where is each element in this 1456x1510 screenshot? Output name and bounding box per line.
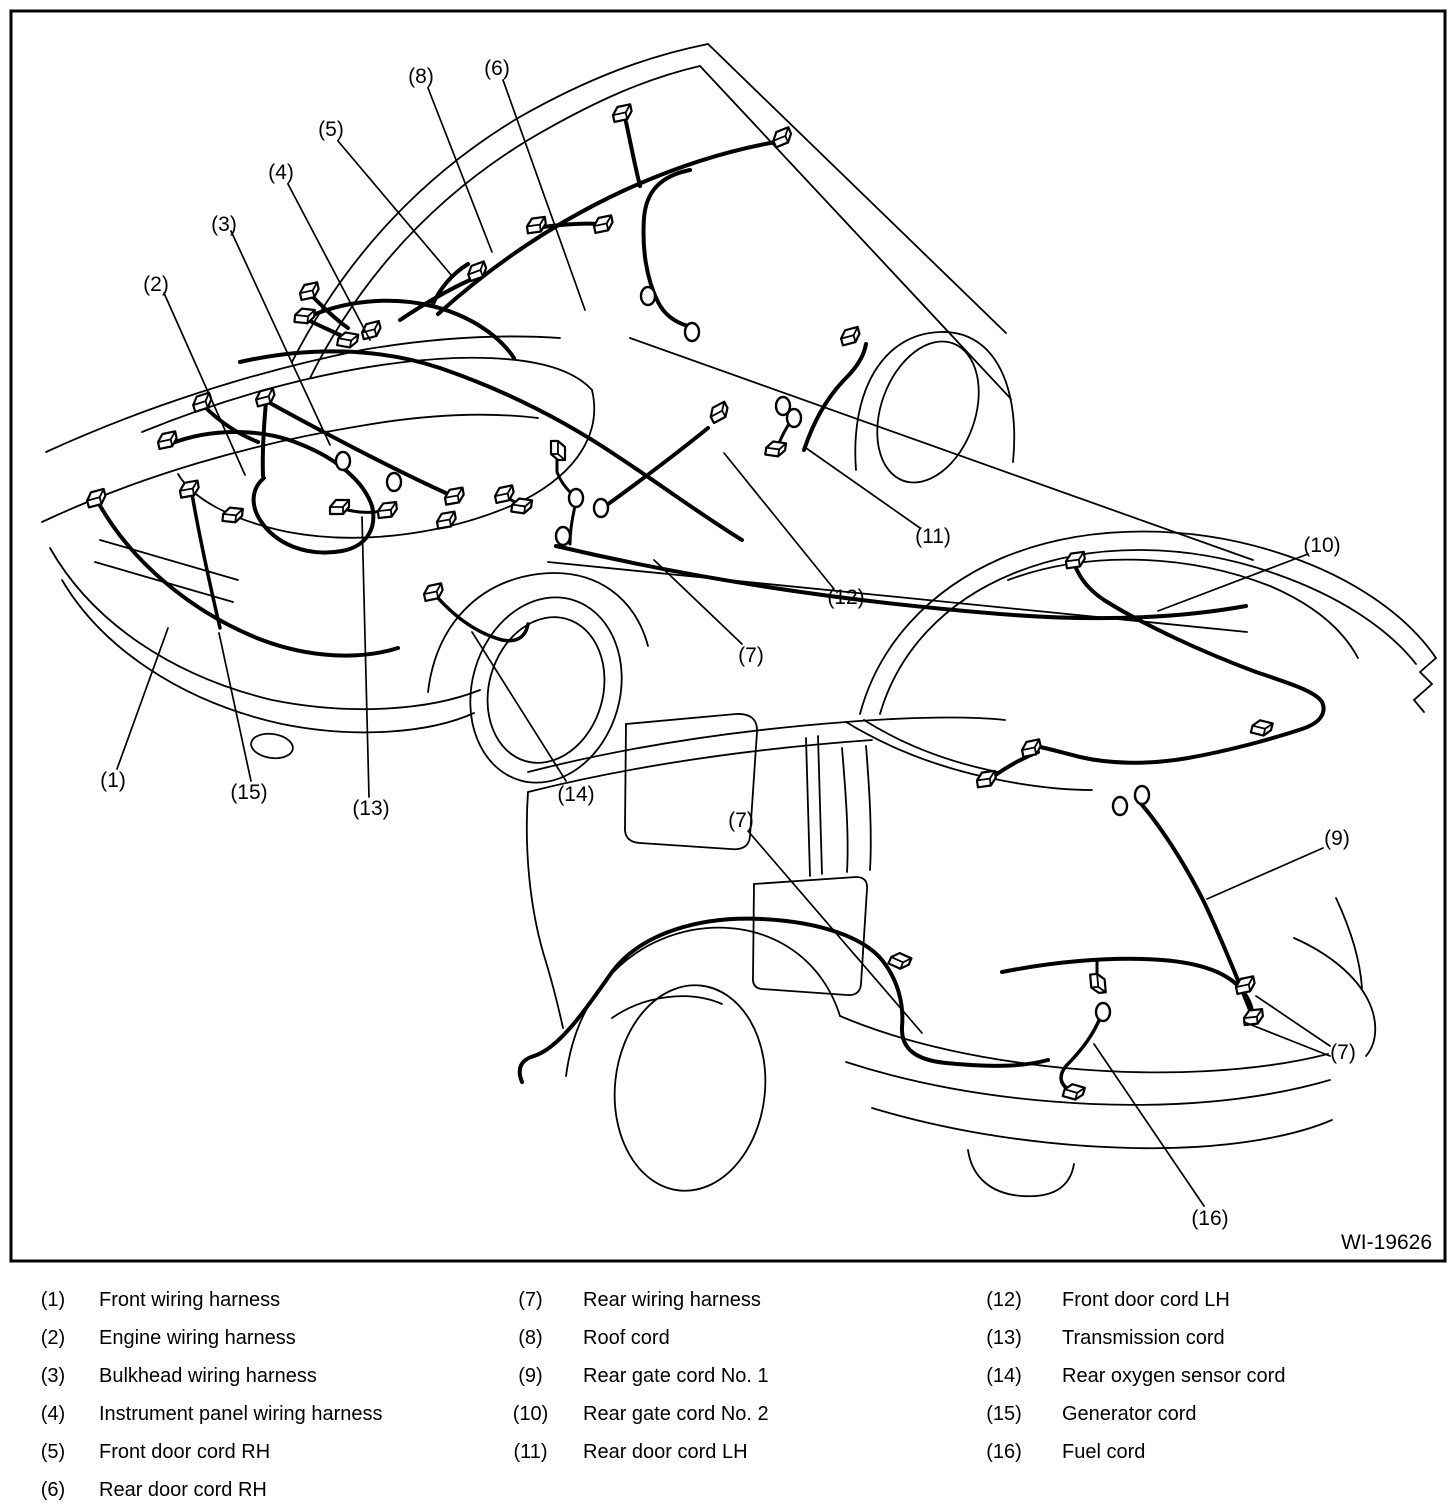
legend-item-7	[503, 1289, 769, 1311]
legend-item-label: Fuel cord	[1062, 1441, 1146, 1463]
legend-item-number: (6)	[40, 1479, 66, 1501]
legend-item-number: (3)	[40, 1365, 66, 1387]
callout-10: (10)	[1303, 534, 1341, 557]
grommet-icon	[685, 323, 699, 341]
legend-item-number: (10)	[512, 1403, 549, 1425]
callout-14: (14)	[557, 783, 595, 806]
callout-1: (1)	[100, 769, 126, 792]
legend-item-number: (12)	[986, 1289, 1022, 1311]
callout-7-rear-car-right: (7)	[1330, 1041, 1356, 1064]
legend-item-label: Roof cord	[583, 1327, 670, 1349]
legend-item-label: Generator cord	[1062, 1403, 1197, 1425]
legend-item-3	[28, 1365, 382, 1387]
legend-item-13	[973, 1327, 1285, 1349]
legend-column-1	[28, 1289, 382, 1510]
callout-4: (4)	[268, 161, 294, 184]
legend-item-12	[973, 1289, 1285, 1311]
legend-item-8	[503, 1327, 769, 1349]
legend-item-number: (1)	[40, 1289, 66, 1311]
grommet-icon	[556, 527, 570, 545]
legend-item-number: (9)	[518, 1365, 543, 1387]
legend-item-label: Rear gate cord No. 1	[583, 1365, 769, 1387]
grommet-icon	[787, 409, 801, 427]
legend-item-label: Front wiring harness	[99, 1289, 281, 1311]
legend-item-10	[503, 1403, 769, 1425]
legend-item-label: Engine wiring harness	[99, 1327, 296, 1349]
legend-item-label: Rear door cord RH	[99, 1479, 267, 1501]
callout-9: (9)	[1324, 827, 1350, 850]
callout-13: (13)	[352, 797, 390, 820]
connector-icon	[330, 500, 349, 514]
legend-item-number: (8)	[518, 1327, 543, 1349]
callout-7-rear-car-left: (7)	[728, 809, 754, 832]
figure-code: WI-19626	[1340, 1231, 1432, 1254]
legend-item-number: (7)	[518, 1289, 543, 1311]
legend-item-16	[973, 1441, 1285, 1463]
grommet-icon	[387, 473, 401, 491]
connector-icon	[551, 441, 565, 460]
legend-item-number: (15)	[986, 1403, 1022, 1425]
legend-item-4	[28, 1403, 382, 1425]
grommet-icon	[641, 287, 655, 305]
legend-item-number: (16)	[986, 1441, 1022, 1463]
legend-item-11	[503, 1441, 769, 1463]
legend-item-label: Rear wiring harness	[583, 1289, 761, 1311]
callout-16: (16)	[1191, 1207, 1229, 1230]
legend-column-3	[973, 1289, 1285, 1479]
legend-item-label: Rear door cord LH	[583, 1441, 748, 1463]
legend-item-label: Instrument panel wiring harness	[99, 1403, 383, 1425]
grommet-icon	[594, 499, 608, 517]
grommet-icon	[1135, 786, 1149, 804]
callout-11: (11)	[915, 525, 951, 548]
legend-item-1	[28, 1289, 382, 1311]
legend-item-5	[28, 1441, 382, 1463]
legend-item-label: Transmission cord	[1062, 1327, 1225, 1349]
legend-item-label: Bulkhead wiring harness	[99, 1365, 317, 1387]
callout-5: (5)	[318, 118, 344, 141]
callout-7-front-car: (7)	[738, 644, 764, 667]
legend-item-number: (2)	[40, 1327, 66, 1349]
callout-3: (3)	[211, 213, 237, 236]
legend-item-9	[503, 1365, 769, 1387]
callout-6: (6)	[484, 57, 510, 80]
callout-15: (15)	[230, 781, 268, 804]
legend-item-number: (13)	[986, 1327, 1022, 1349]
legend-column-2	[503, 1289, 769, 1479]
legend-item-label: Front door cord LH	[1062, 1289, 1230, 1311]
legend-item-6	[28, 1479, 382, 1501]
legend-item-15	[973, 1403, 1285, 1425]
legend-item-14	[973, 1365, 1285, 1387]
legend-item-label: Rear oxygen sensor cord	[1062, 1365, 1286, 1387]
callout-12: (12)	[827, 586, 865, 609]
callout-2: (2)	[143, 273, 169, 296]
legend-item-number: (11)	[513, 1441, 548, 1463]
grommet-icon	[336, 452, 350, 470]
legend-item-2	[28, 1327, 382, 1349]
legend-item-label: Front door cord RH	[99, 1441, 271, 1463]
legend-item-number: (14)	[986, 1365, 1022, 1387]
callout-8: (8)	[408, 65, 434, 88]
legend-item-number: (4)	[40, 1403, 66, 1425]
grommet-icon	[1113, 797, 1127, 815]
grommet-icon	[569, 489, 583, 507]
legend-item-label: Rear gate cord No. 2	[583, 1403, 769, 1425]
diagram-border	[11, 11, 1445, 1261]
legend-item-number: (5)	[40, 1441, 66, 1463]
grommet-icon	[1096, 1003, 1110, 1021]
